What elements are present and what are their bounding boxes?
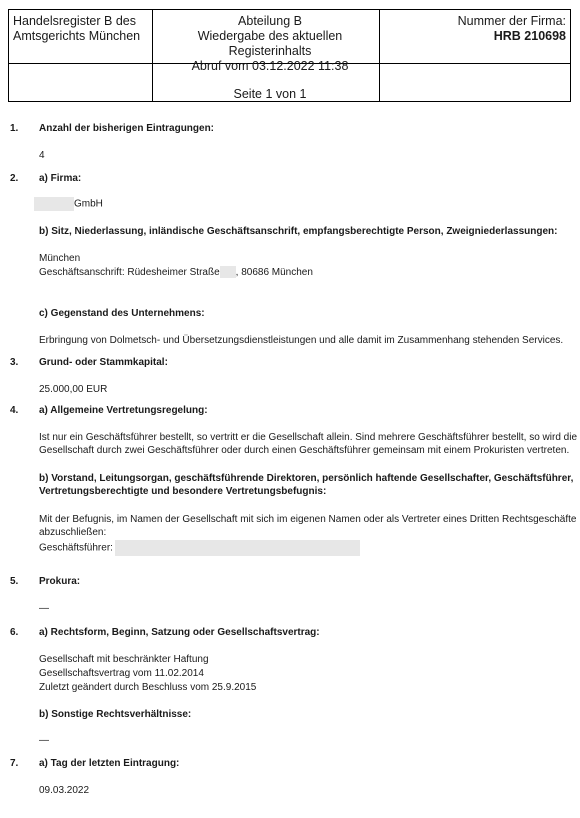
retrieval-timestamp: Abruf vom 03.12.2022 11:38 (191, 59, 349, 73)
entry-number: 5. (10, 576, 19, 587)
business-address (39, 266, 313, 279)
purpose-label: c) Gegenstand des Unternehmens: (39, 308, 205, 319)
managing-director-line (39, 540, 360, 556)
procuration-value: — (39, 603, 49, 614)
firm-number-label: Nummer der Firma: (457, 14, 566, 28)
purpose-value: Erbringung von Dolmetsch- und Übersetzungsdienstleistungen und alle damit im Zusammenhang stehenden Services. (39, 335, 564, 346)
entry-number: 1. (10, 123, 19, 134)
management-label-line: Vertretungsberechtigte und besondere Vertretungsbefugnis: (39, 486, 327, 497)
entry-number: 4. (10, 405, 19, 416)
seat-label: b) Sitz, Niederlassung, inländische Geschäftsanschrift, empfangsberechtigte Person, Zweigniederlassungen: (39, 226, 558, 237)
page-indicator: Seite 1 von 1 (233, 87, 307, 101)
firm-label: a) Firma: (39, 173, 82, 184)
firm-name (34, 197, 103, 211)
department: Abteilung B (238, 14, 302, 28)
seat-city: München (39, 253, 81, 264)
representation-text-line: Ist nur ein Geschäftsführer bestellt, so vertritt er die Gesellschaft allein. Sind mehrere Geschäftsführer bestellt, so wird die (39, 432, 578, 443)
entry-value: 4 (39, 150, 45, 161)
authority-text-line: abzuschließen: (39, 527, 107, 538)
redacted-block (34, 197, 74, 211)
firm-number-block (458, 14, 566, 44)
redacted-block (220, 266, 236, 278)
legal-form-line: Zuletzt geändert durch Beschluss vom 25.9.2015 (39, 682, 257, 693)
column-divider (152, 10, 153, 101)
other-relations-value: — (39, 735, 49, 746)
entry-number: 2. (10, 173, 19, 184)
capital-label: Grund- oder Stammkapital: (39, 357, 168, 368)
legal-form-line: Gesellschaftsvertrag vom 11.02.2014 (39, 668, 204, 679)
legal-form-line: Gesellschaft mit beschränkter Haftung (39, 654, 209, 665)
procuration-label: Prokura: (39, 576, 81, 587)
capital-value: 25.000,00 EUR (39, 384, 108, 395)
court-line-2: Amtsgerichts München (13, 29, 141, 43)
last-entry-date: 09.03.2022 (39, 785, 90, 796)
court-name (13, 14, 140, 44)
court-line-1: Handelsregister B des (13, 14, 136, 28)
authority-text-line: Mit der Befugnis, im Namen der Gesellschaft mit sich im eigenen Namen oder als Vertreter eines Dritten Rechtsgeschäfte (39, 514, 577, 525)
representation-text-line: Gesellschaft durch zwei Geschäftsführer oder durch einen Geschäftsführer gemeinsam mit einem Prokuristen vertreten. (39, 445, 570, 456)
other-relations-label: b) Sonstige Rechtsverhältnisse: (39, 709, 192, 720)
entry-number: 7. (10, 758, 19, 769)
entry-number: 6. (10, 627, 19, 638)
register-header-table (8, 9, 571, 102)
address-city: , 80686 München (235, 267, 313, 278)
register-description (160, 14, 380, 74)
last-entry-label: a) Tag der letzten Eintragung: (39, 758, 180, 769)
management-label-line: b) Vorstand, Leitungsorgan, geschäftsführende Direktoren, persönlich haftende Gesellschafter, Geschäftsführer, (39, 473, 574, 484)
address-street: Geschäftsanschrift: Rüdesheimer Straße (39, 267, 220, 278)
content-description: Wiedergabe des aktuellen Registerinhalts (197, 29, 343, 58)
representation-label: a) Allgemeine Vertretungsregelung: (39, 405, 208, 416)
entry-label: Anzahl der bisherigen Eintragungen: (39, 123, 215, 134)
firm-number: HRB 210698 (493, 29, 566, 43)
legal-form-label: a) Rechtsform, Beginn, Satzung oder Gesellschaftsvertrag: (39, 627, 320, 638)
firm-suffix: GmbH (74, 198, 103, 210)
managing-director-label: Geschäftsführer: (39, 542, 113, 554)
entry-number: 3. (10, 357, 19, 368)
redacted-block (115, 540, 360, 556)
